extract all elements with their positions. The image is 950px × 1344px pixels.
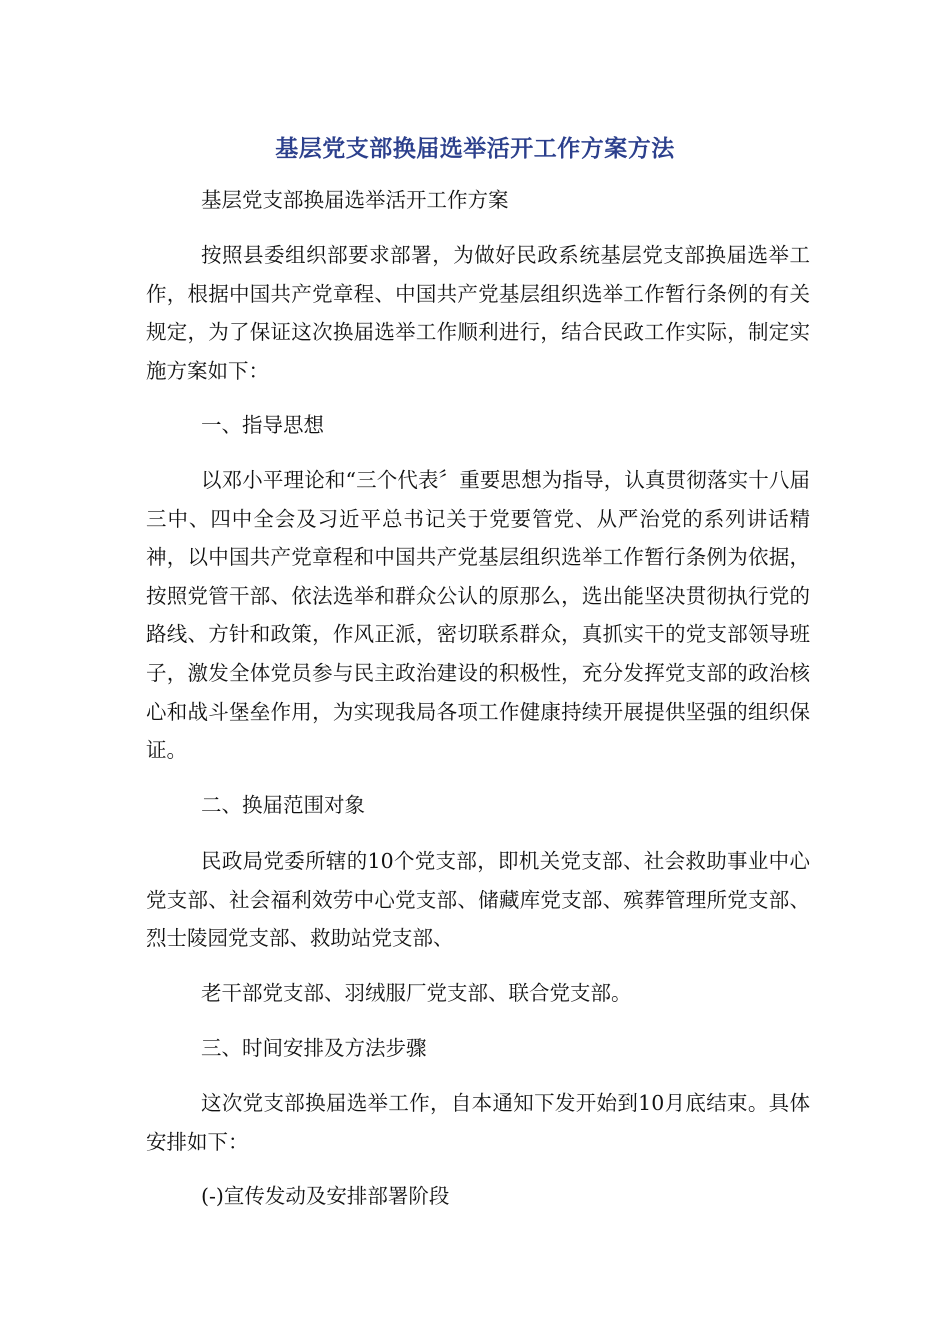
paragraph-guiding-thought: 以邓小平理论和“三个代表〞重要思想为指导，认真贯彻落实十八届三中、四中全会及习近平总书记关于党要管党、从严治党的系列讲话精神，以中国共产党章程和中国共产党基层组织选举工作暂行条例为依据，按照党管干部、依法选举和群众公认的原那么，选出能坚决贯彻执行党的路线、方针和政策，作风正派，密切联系群众，真抓实干的党支部领导班子，激发全体党员参与民主政治建设的积极性，充分发挥党支部的政治核心和战斗堡垒作用，为实现我局各项工作健康持续开展提供坚强的组织保证。 bbox=[146, 468, 810, 763]
paragraph-scope-continued: 老干部党支部、羽绒服厂党支部、联合党支部。 bbox=[201, 981, 632, 1005]
section-1-heading-block bbox=[146, 406, 810, 445]
section-heading: 一、指导思想 bbox=[201, 413, 324, 437]
section-heading: 三、时间安排及方法步骤 bbox=[201, 1036, 427, 1060]
subsection-heading-block bbox=[146, 1177, 810, 1216]
section-heading: 二、换届范围对象 bbox=[201, 793, 365, 817]
section-1-body-block bbox=[146, 461, 810, 770]
section-2-body-block bbox=[146, 842, 810, 958]
subsection-heading: (-)宣传发动及安排部署阶段 bbox=[201, 1184, 450, 1208]
section-3-heading-block bbox=[146, 1029, 810, 1068]
paragraph-intro: 按照县委组织部要求部署，为做好民政系统基层党支部换届选举工作，根据中国共产党章程、中国共产党基层组织选举工作暂行条例的有关规定，为了保证这次换届选举工作顺利进行，结合民政工作实际，制定实施方案如下： bbox=[146, 243, 810, 383]
subtitle-block bbox=[146, 181, 810, 220]
paragraph-schedule: 这次党支部换届选举工作，自本通知下发开始到10月底结束。具体安排如下： bbox=[146, 1091, 810, 1154]
paragraph-subtitle: 基层党支部换届选举活开工作方案 bbox=[201, 188, 509, 212]
section-2-continuation-block bbox=[146, 974, 810, 1013]
section-2-heading-block bbox=[146, 786, 810, 825]
intro-block bbox=[146, 236, 810, 390]
section-3-body-block bbox=[146, 1084, 810, 1161]
paragraph-scope: 民政局党委所辖的10个党支部，即机关党支部、社会救助事业中心党支部、社会福利效劳中心党支部、储藏库党支部、殡葬管理所党支部、烈士陵园党支部、救助站党支部、 bbox=[146, 849, 810, 951]
document-title: 基层党支部换届选举活开工作方案方法 bbox=[275, 136, 675, 162]
